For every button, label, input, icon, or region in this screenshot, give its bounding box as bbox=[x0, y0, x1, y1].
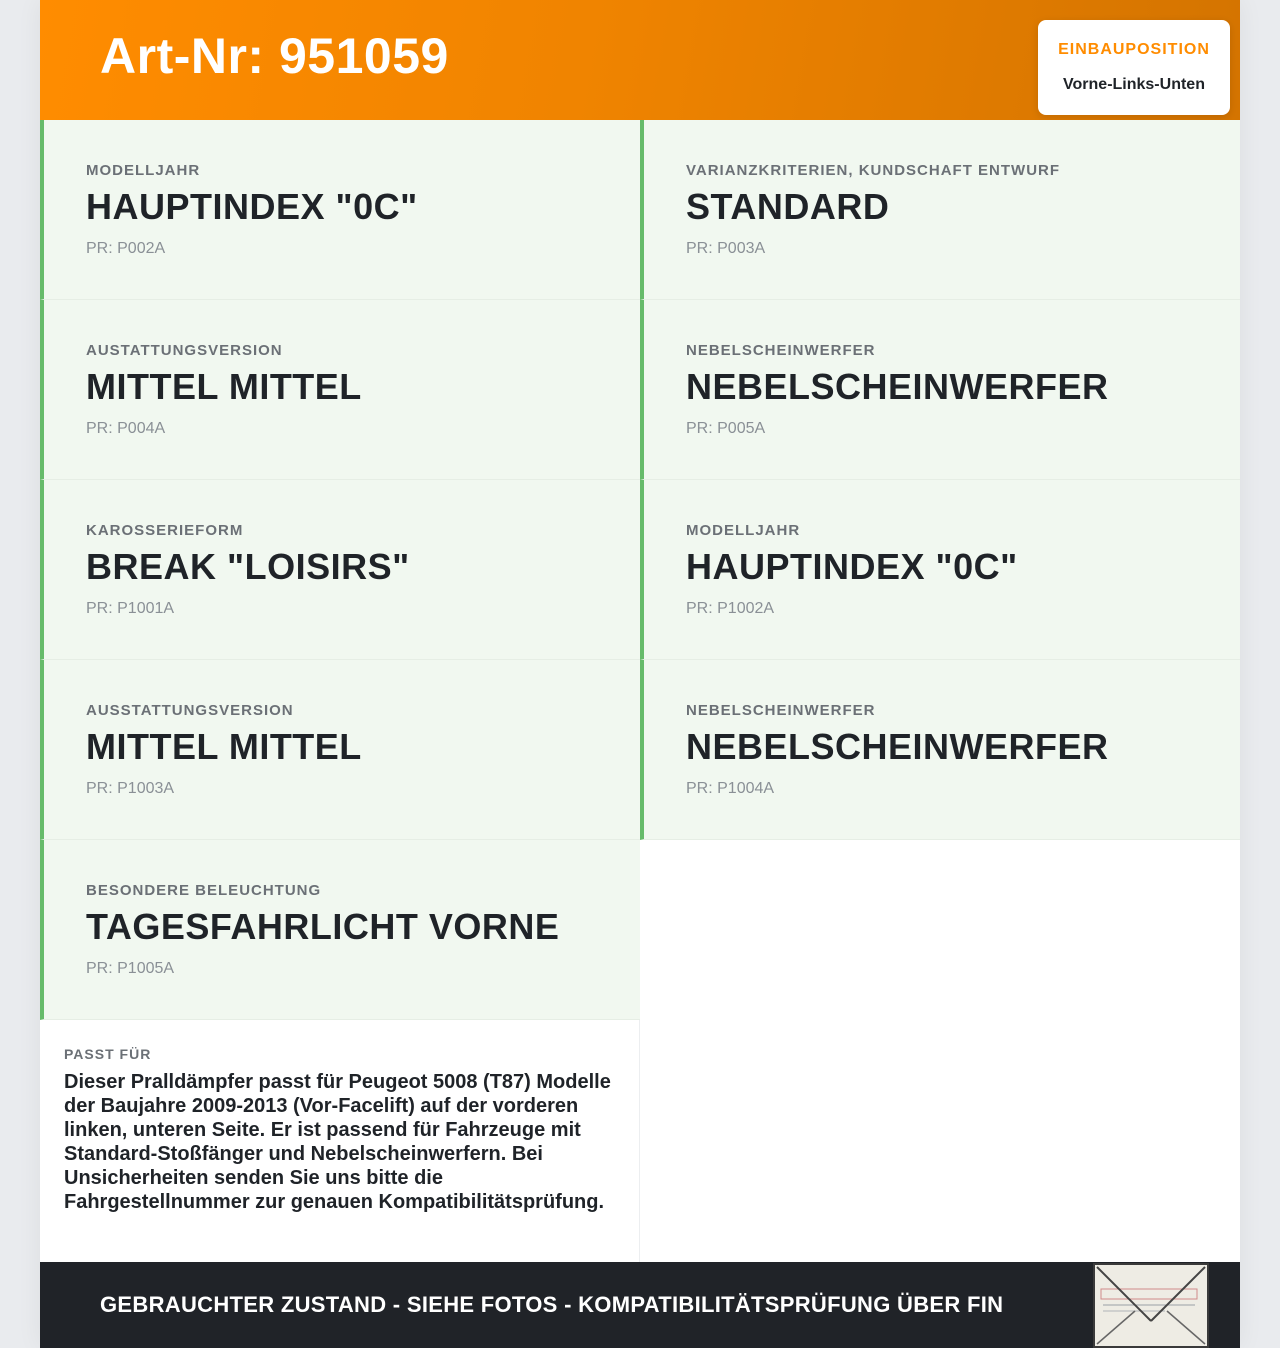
spec-label: AUSSTATTUNGSVERSION bbox=[86, 702, 294, 719]
spec-card bbox=[640, 120, 1240, 300]
label-photo-thumbnail bbox=[1093, 1263, 1209, 1348]
header-banner bbox=[40, 0, 1240, 120]
spec-label: VARIANZKRITERIEN, KUNDSCHAFT ENTWURF bbox=[686, 162, 1061, 179]
compatibility-text: Dieser Pralldämpfer passt für Peugeot 5008 (T87) Modelle der Baujahre 2009-2013 (Vor-Facelift) auf der vorderen linken, unteren Seite. Er ist passend für Fahrzeuge mit Standard-Stoßfänger und Nebelscheinwerfern. Bei Unsicherheiten senden Sie uns bitte die Fahrgestellnummer zur genauen Kompatibilitätsprüfung. bbox=[64, 1071, 611, 1213]
spec-value: TAGESFAHRLICHT VORNE bbox=[86, 906, 560, 947]
spec-card bbox=[640, 480, 1240, 660]
spec-pr-code: PR: P002A bbox=[86, 240, 166, 257]
position-card bbox=[1038, 20, 1230, 115]
spec-label: MODELLJAHR bbox=[686, 522, 801, 539]
position-label: EINBAUPOSITION bbox=[1058, 41, 1210, 58]
compatibility-section bbox=[40, 1020, 640, 1262]
spec-label: KAROSSERIEFORM bbox=[86, 522, 244, 539]
spec-pr-code: PR: P1004A bbox=[686, 780, 775, 797]
spec-label: NEBELSCHEINWERFER bbox=[686, 342, 876, 359]
spec-card bbox=[40, 480, 640, 660]
compatibility-label: PASST FÜR bbox=[64, 1046, 152, 1062]
spec-pr-code: PR: P004A bbox=[86, 420, 166, 437]
spec-card bbox=[40, 840, 640, 1020]
spec-card bbox=[640, 660, 1240, 840]
spec-pr-code: PR: P1003A bbox=[86, 780, 175, 797]
spec-value: NEBELSCHEINWERFER bbox=[686, 726, 1109, 767]
spec-pr-code: PR: P005A bbox=[686, 420, 766, 437]
spec-value: HAUPTINDEX "0C" bbox=[86, 186, 418, 227]
spec-value: STANDARD bbox=[686, 186, 890, 227]
spec-label: BESONDERE BELEUCHTUNG bbox=[86, 882, 322, 899]
page-title: Art-Nr: 951059 bbox=[100, 28, 449, 84]
spec-value: HAUPTINDEX "0C" bbox=[686, 546, 1018, 587]
spec-pr-code: PR: P1001A bbox=[86, 600, 175, 617]
spec-pr-code: PR: P1002A bbox=[686, 600, 775, 617]
spec-value: MITTEL MITTEL bbox=[86, 366, 362, 407]
spec-pr-code: PR: P003A bbox=[686, 240, 766, 257]
spec-card bbox=[40, 120, 640, 300]
spec-value: NEBELSCHEINWERFER bbox=[686, 366, 1109, 407]
product-sheet bbox=[40, 0, 1240, 1348]
spec-label: AUSTATTUNGSVERSION bbox=[86, 342, 283, 359]
envelope-icon bbox=[1095, 1265, 1207, 1346]
spec-card bbox=[640, 300, 1240, 480]
position-value: Vorne-Links-Unten bbox=[1063, 76, 1205, 93]
spec-label: NEBELSCHEINWERFER bbox=[686, 702, 876, 719]
spec-pr-code: PR: P1005A bbox=[86, 960, 175, 977]
spec-value: BREAK "LOISIRS" bbox=[86, 546, 410, 587]
spec-label: MODELLJAHR bbox=[86, 162, 201, 179]
spec-card bbox=[40, 300, 640, 480]
footer-bar bbox=[40, 1262, 1240, 1348]
footer-text: GEBRAUCHTER ZUSTAND - SIEHE FOTOS - KOMPATIBILITÄTSPRÜFUNG ÜBER FIN bbox=[100, 1292, 1004, 1317]
spec-value: MITTEL MITTEL bbox=[86, 726, 362, 767]
spec-card bbox=[40, 660, 640, 840]
